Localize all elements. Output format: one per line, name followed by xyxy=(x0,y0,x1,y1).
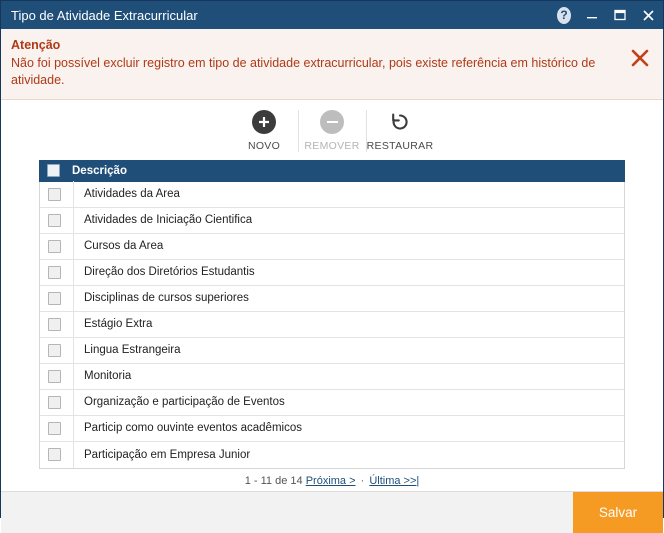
table-row[interactable] xyxy=(40,338,624,364)
toolbar-button-remover[interactable] xyxy=(298,108,366,154)
row-checkbox[interactable] xyxy=(48,396,61,409)
toolbar-label-novo: NOVO xyxy=(247,139,281,152)
maximize-button[interactable] xyxy=(607,2,633,28)
row-cell-descricao: Cursos da Area xyxy=(73,233,616,259)
row-cell-descricao: Disciplinas de cursos superiores xyxy=(73,285,616,311)
table-row[interactable] xyxy=(40,364,624,390)
select-all-checkbox[interactable] xyxy=(47,164,60,177)
restore-icon xyxy=(388,110,412,134)
row-checkbox[interactable] xyxy=(48,240,61,253)
alert-close-icon xyxy=(630,48,650,68)
help-icon: ? xyxy=(557,7,571,24)
toolbar-button-restaurar[interactable] xyxy=(366,108,434,154)
maximize-icon xyxy=(614,9,626,21)
close-icon xyxy=(642,9,655,22)
row-checkbox[interactable] xyxy=(48,448,61,461)
row-checkbox[interactable] xyxy=(48,422,61,435)
minimize-button[interactable] xyxy=(579,2,605,28)
table-row[interactable] xyxy=(40,312,624,338)
row-cell-descricao: Particip como ouvinte eventos acadêmicos xyxy=(73,415,616,441)
row-cell-descricao: Direção dos Diretórios Estudantis xyxy=(73,259,616,285)
window-title: Tipo de Atividade Extracurricular xyxy=(11,7,198,23)
alert-content xyxy=(11,37,625,89)
row-checkbox[interactable] xyxy=(48,266,61,279)
row-checkbox[interactable] xyxy=(48,344,61,357)
pagination-next[interactable]: Próxima > xyxy=(305,474,356,487)
pagination xyxy=(39,469,625,491)
save-button[interactable]: Salvar xyxy=(573,492,663,533)
table-row[interactable] xyxy=(40,286,624,312)
footer-bar xyxy=(1,491,663,533)
plus-circle-icon xyxy=(252,110,276,134)
row-checkbox[interactable] xyxy=(48,370,61,383)
pagination-range: 1 - 11 de 14 xyxy=(244,474,303,487)
table-header-row xyxy=(39,160,625,182)
alert-message: Não foi possível excluir registro em tipo de atividade extracurricular, pois existe referência em histórico de atividade. xyxy=(11,55,596,87)
data-table xyxy=(1,160,663,491)
table-row[interactable] xyxy=(40,260,624,286)
table-row[interactable] xyxy=(40,208,624,234)
row-checkbox[interactable] xyxy=(48,214,61,227)
row-cell-descricao: Organização e participação de Eventos xyxy=(73,389,616,415)
pagination-separator: · xyxy=(360,474,365,487)
table-row[interactable] xyxy=(40,234,624,260)
row-cell-descricao: Lingua Estrangeira xyxy=(73,337,616,363)
window-controls xyxy=(551,1,661,29)
toolbar-label-restaurar: RESTAURAR xyxy=(366,139,434,152)
table-body xyxy=(39,182,625,469)
row-checkbox[interactable] xyxy=(48,292,61,305)
row-cell-descricao: Atividades de Iniciação Cientifica xyxy=(73,207,616,233)
alert-banner xyxy=(1,29,663,100)
row-cell-descricao: Estágio Extra xyxy=(73,311,616,337)
column-header-descricao: Descrição xyxy=(72,164,127,177)
row-cell-descricao: Participação em Empresa Junior xyxy=(73,442,616,468)
row-cell-descricao: Atividades da Area xyxy=(73,181,616,207)
row-checkbox[interactable] xyxy=(48,188,61,201)
pagination-last[interactable]: Última >>| xyxy=(369,474,420,487)
minimize-icon xyxy=(586,9,598,21)
action-toolbar xyxy=(1,100,663,160)
minus-circle-icon xyxy=(320,110,344,134)
table-row[interactable] xyxy=(40,416,624,442)
row-checkbox[interactable] xyxy=(48,318,61,331)
alert-close-button[interactable] xyxy=(625,43,655,73)
help-button[interactable] xyxy=(551,2,577,28)
toolbar-button-novo[interactable] xyxy=(230,108,298,154)
close-button[interactable] xyxy=(635,2,661,28)
alert-title: Atenção xyxy=(11,38,61,52)
table-row[interactable] xyxy=(40,390,624,416)
table-row[interactable] xyxy=(40,182,624,208)
footer-spacer xyxy=(1,492,573,533)
title-bar xyxy=(1,1,663,29)
row-cell-descricao: Monitoria xyxy=(73,363,616,389)
toolbar-label-remover: REMOVER xyxy=(304,139,360,152)
table-row[interactable] xyxy=(40,442,624,468)
